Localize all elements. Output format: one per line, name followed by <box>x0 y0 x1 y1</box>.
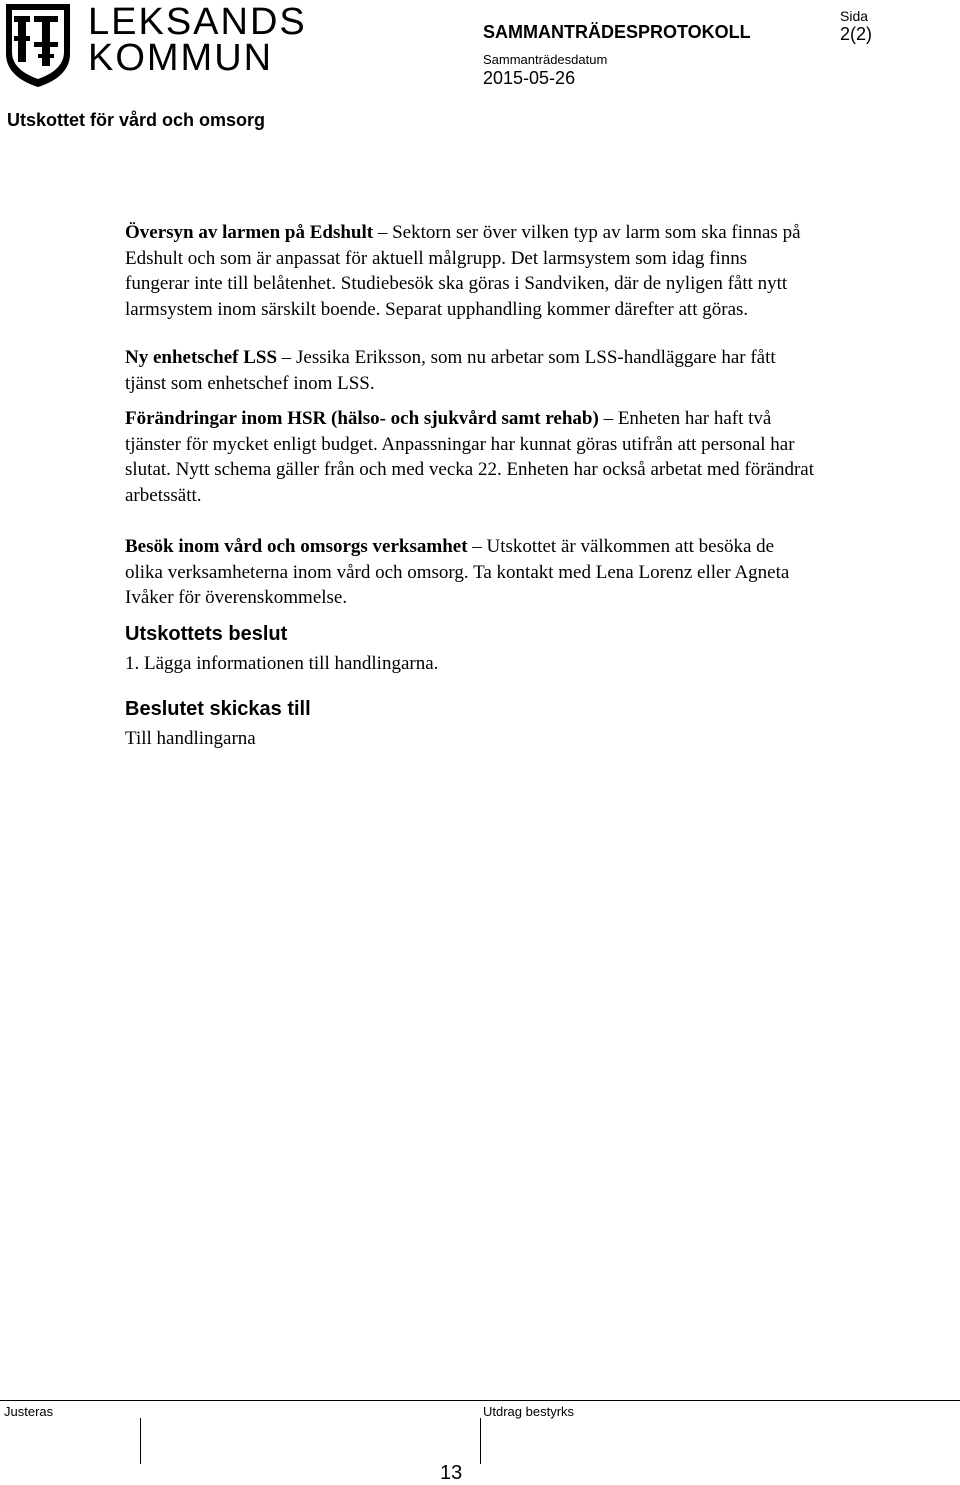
signature-box-divider <box>140 1418 141 1464</box>
footer-divider <box>0 1400 960 1401</box>
sent-to-heading: Beslutet skickas till <box>125 698 311 720</box>
utdrag-bestyrks-label: Utdrag bestyrks <box>483 1404 575 1419</box>
page-label: Sida <box>840 8 869 24</box>
section-paragraph: Förändringar inom HSR (hälso- och sjukvård samt rehab) – Enheten har haft två tjänster för mycket enligt budget. Anpassningar har kunnat göras utifrån att personal har slutat. Nytt schema gäller från och med vecka 22. Enheten har också arbetat med förändrat arbetssätt. <box>125 408 814 506</box>
section-title: Översyn av larmen på Edshult <box>125 222 374 243</box>
decision-item: 1. Lägga informationen till handlingarna. <box>125 652 439 674</box>
section-title: Ny enhetschef LSS <box>125 347 278 368</box>
page-number: 2(2) <box>840 24 873 44</box>
signature-box-divider <box>480 1418 481 1464</box>
meeting-date-value: 2015-05-26 <box>483 68 576 88</box>
section-text: Utskottet är välkommen att besöka de olika verksamheterna inom vård och omsorg. Ta kontakt med Lena Lorenz eller Agneta Ivåker för överenskommelse. <box>125 536 790 608</box>
sent-to-value: Till handlingarna <box>125 728 256 749</box>
section-text: Jessika Eriksson, som nu arbetar som LSS-handläggare har fått tjänst som enhetschef inom LSS. <box>125 347 776 394</box>
section-paragraph: Ny enhetschef LSS – Jessika Eriksson, som nu arbetar som LSS-handläggare har fått tjänst som enhetschef inom LSS. <box>125 347 776 394</box>
section-text: Sektorn ser över vilken typ av larm som ska finnas på Edshult och som är anpassat för aktuell målgrupp. Det larmsystem som idag finns fungerar inte till belåtenhet. Studiebesök ska göras i Sandviken, där de nyligen fått nytt larmsystem inom särskilt boende. Separat upphandling kommer därefter att göras. <box>125 222 801 320</box>
justerare-label: Justeras <box>4 1404 54 1419</box>
footer-page-number: 13 <box>440 1462 463 1484</box>
decision-heading: Utskottets beslut <box>125 622 288 645</box>
section-paragraph: Översyn av larmen på Edshult – Sektorn ser över vilken typ av larm som ska finnas på Edshult och som är anpassat för aktuell målgrupp. Det larmsystem som idag finns fungerar inte till belåtenhet. Studiebesök ska göras i Sandviken, där de nyligen fått nytt larmsystem inom särskilt boende. Separat upphandling kommer därefter att göras. <box>125 222 801 320</box>
meeting-date-label: Sammanträdesdatum <box>483 52 608 67</box>
committee-name: Utskottet för vård och omsorg <box>7 110 266 130</box>
org-name-line2: KOMMUN <box>88 37 274 79</box>
section-paragraph: Besök inom vård och omsorgs verksamhet – Utskottet är välkommen att besöka de olika verksamheterna inom vård och omsorg. Ta kontakt med Lena Lorenz eller Agneta Ivåker för överenskommelse. <box>125 536 790 608</box>
org-name-line1: LEKSANDS <box>88 1 307 43</box>
section-title: Förändringar inom HSR (hälso- och sjukvård samt rehab) <box>125 408 599 429</box>
municipality-coat-of-arms-logo <box>4 2 72 88</box>
section-title: Besök inom vård och omsorgs verksamhet <box>125 536 468 557</box>
document-type: SAMMANTRÄDESPROTOKOLL <box>483 22 751 42</box>
protocol-body <box>125 220 815 752</box>
section-text: Enheten har haft två tjänster för mycket enligt budget. Anpassningar har kunnat göras utifrån att personal har slutat. Nytt schema gäller från och med vecka 22. Enheten har också arbetat med förändrat arbetssätt. <box>125 408 814 506</box>
